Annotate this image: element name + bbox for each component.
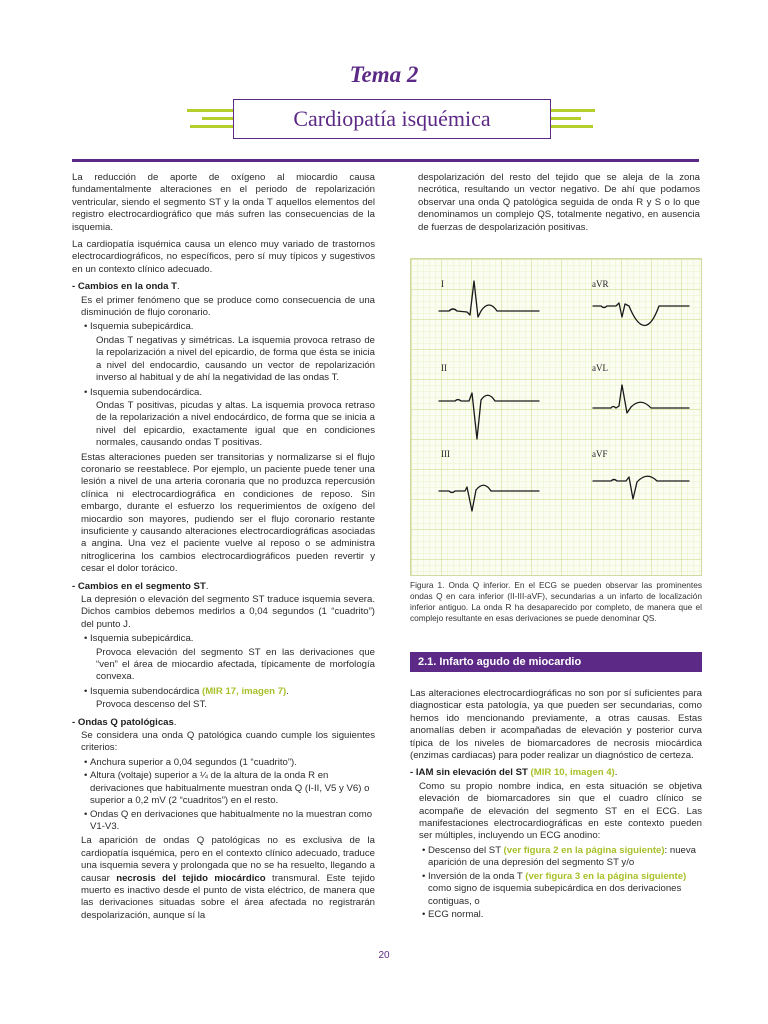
t-wave-intro: Es el primer fenómeno que se produce como consecuencia de una disminución de flujo coronario. <box>81 294 375 319</box>
intro-paragraph: La cardiopatía isquémica causa un elenco muy variado de trastornos electrocardiográficos, no específicos, pero sí muy típicos y sugestivos en un contexto clínico adecuado. <box>72 239 375 275</box>
heading-q-waves: - Ondas Q patológicas. <box>72 716 177 728</box>
mir-reference: (MIR 17, imagen 7) <box>202 685 287 697</box>
bullet-subendocardial: • Isquemia subendocárdica (MIR 17, imagen 7). <box>81 686 375 698</box>
section-heading: 2.1. Infarto agudo de miocardio <box>410 652 702 672</box>
chapter-number: Tema 2 <box>349 62 419 87</box>
iam-intro: Las alteraciones electrocardiográficas no son por sí suficientes para diagnosticar esta patología, ya que pueden ser secundarias, como hemos ido mencionando previamente, a otras causas. Estas anomalías deben ir acompañadas de elevación y posterior curva típica de los niveles de biomarcadores de necrosis miocárdica (enzimas cardiacas) para poder realizar un diagnóstico de certeza. <box>410 688 702 762</box>
bullet-subendocardial: • Isquemia subendocárdica. <box>81 387 375 399</box>
bullet-text: Ondas T positivas, picudas y altas. La isquemia provoca retraso de la repolarización a nivel endocárdico, de forma que se inicia a nivel del epicardio, exactamente igual que en condiciones normales, causando ondas T positivas. <box>96 399 375 449</box>
q-criteria <box>72 757 375 833</box>
bullet-subepicardial: • Isquemia subepicárdica. <box>81 321 375 333</box>
figure-caption: Figura 1. Onda Q inferior. En el ECG se pueden observar las prominentes ondas Q en cara inferior (II-III-aVF), secundarias a un infarto de localización inferior antiguo. La onda R ha desaparecido por completo, de manera que el complejo resultante en esas derivaciones se puede denominar QS. <box>410 580 702 623</box>
figure-reference: (ver figura 3 en la página siguiente) <box>525 870 687 882</box>
lead-label-aVF: aVF <box>592 449 608 459</box>
iam-text: Como su propio nombre indica, en esta situación se objetiva elevación de biomarcadores sin que el cuadro clínico se acompañe de elevación del segmento ST en el ECG. Las manifestaciones electrocardiográficas en este contexto pueden ser múltiples, incluyendo un ECG anodino: <box>419 780 702 842</box>
bullet-text: Provoca descenso del ST. <box>96 699 207 711</box>
ecg-figure <box>410 258 702 576</box>
header-rule <box>72 159 699 162</box>
title-decoration-line <box>187 109 233 112</box>
page-number: 20 <box>378 950 390 961</box>
q-paragraph: La aparición de ondas Q patológicas no es exclusiva de la cardiopatía isquémica, pero en el contexto clínico adecuado, traduce una isquemia severa y prolongada que no se ha resuelto, llegando a causar necrosis del tejido miocárdico transmural. Este tejido muerto es inactivo desde el punto de vista eléctrico, de manera que las derivaciones situadas sobre el área afectada no registrarán despolarización, aunque sí la <box>81 835 375 921</box>
lead-label-aVL: aVL <box>592 363 608 373</box>
q-intro: Se considera una onda Q patológica cuando cumple los siguientes criterios: <box>81 730 375 754</box>
intro-paragraph: La reducción de aporte de oxígeno al miocardio causa fundamentalmente alteraciones en el periodo de repolarización ventricular, siendo el segmento ST y la onda T aquellos elementos del registro electrocardiográfico que más sufren las consecuencias de la isquemia. <box>72 172 375 233</box>
ecg-grid <box>411 259 701 575</box>
title-decoration-line <box>202 117 233 120</box>
iam-bullet: • Descenso del ST (ver figura 2 en la página siguiente): nueva aparición de una depresión del segmento ST y/o <box>419 845 702 870</box>
mir-reference: (MIR 10, imagen 4) <box>530 767 615 779</box>
right-column-top <box>418 172 700 239</box>
title-decoration-line <box>551 109 595 112</box>
continuation-paragraph: despolarización del resto del tejido que se aleja de la zona necrótica, resultando un vector negativo. De ahí que podamos observar una onda Q patológica seguida de onda R y S o lo que denominamos un complejo QS, totalmente negativo, en ausencia de fuerzas de despolarización positivas. <box>418 172 700 233</box>
iam-bullet: • ECG normal. <box>419 909 702 921</box>
criterion-item: • Altura (voltaje) superior a ¼ de la altura de la onda R en derivaciones que habitualmente muestran onda Q (I-II, V5 y V6) o superior a 0,2 mV (2 “cuadritos”) en el resto. <box>81 770 375 807</box>
lead-label-III: III <box>441 449 450 459</box>
title-decoration-line <box>551 117 581 120</box>
criterion-item: • Ondas Q en derivaciones que habitualmente no la muestran como V1-V3. <box>81 809 375 834</box>
heading-iam-no-st: - IAM sin elevación del ST (MIR 10, imagen 4). <box>410 767 618 779</box>
t-wave-bullets <box>72 321 375 449</box>
left-column <box>72 172 375 927</box>
title-decoration-line <box>551 125 593 128</box>
lead-label-aVR: aVR <box>592 279 609 289</box>
bullet-subepicardial: • Isquemia subepicárdica. <box>81 633 375 645</box>
iam-bullets <box>410 845 702 921</box>
chapter-title: Cardiopatía isquémica <box>233 99 551 139</box>
right-column-bottom <box>410 688 702 922</box>
st-bullets <box>72 633 375 711</box>
lead-label-I: I <box>441 279 444 289</box>
lead-label-II: II <box>441 363 447 373</box>
heading-st-segment: - Cambios en el segmento ST. <box>72 580 209 592</box>
iam-bullet: • Inversión de la onda T (ver figura 3 en la página siguiente) como signo de isquemia subepicárdica en dos derivaciones contiguas, o <box>419 871 702 908</box>
st-intro: La depresión o elevación del segmento ST traduce isquemia severa. Dichos cambios debemos medirlos a 0,04 segundos (1 “cuadrito”) del punto J. <box>81 594 375 630</box>
t-wave-closing: Estas alteraciones pueden ser transitorias y normalizarse si el flujo coronario se reestablece. Por ejemplo, un paciente puede tener una lesión a nivel de una arteria coronaria que no produzca repercusión clínica ni electrocardiográfica en condiciones de reposo. Sin embargo, durante el esfuerzo los requerimientos de oxígeno del miocardio son mayores, pudiendo ser el flujo coronario restante insuficiente y causando alteraciones electrocardiográficas asociadas a angina. Una vez el paciente vuelve al reposo o se administra nitroglicerina los cambios electrocardiográficos pueden revertir y cesar el dolor torácico. <box>81 451 375 575</box>
bullet-text: Provoca elevación del segmento ST en las derivaciones que “ven” el área de miocardio afectada, típicamente de morfología convexa. <box>96 646 375 683</box>
figure-reference: (ver figura 2 en la página siguiente) <box>503 844 665 856</box>
heading-t-wave: - Cambios en la onda T. <box>72 281 180 293</box>
title-decoration-line <box>190 125 233 128</box>
bullet-text: Ondas T negativas y simétricas. La isquemia provoca retraso de la repolarización a nivel del epicardio, de forma que ésta se inicia a nivel del endocardio, causando un vector de repolarización inverso al habitual y de ahí la negatividad de las ondas T. <box>96 334 375 384</box>
criterion-item: • Anchura superior a 0,04 segundos (1 “cuadrito”). <box>81 757 375 769</box>
